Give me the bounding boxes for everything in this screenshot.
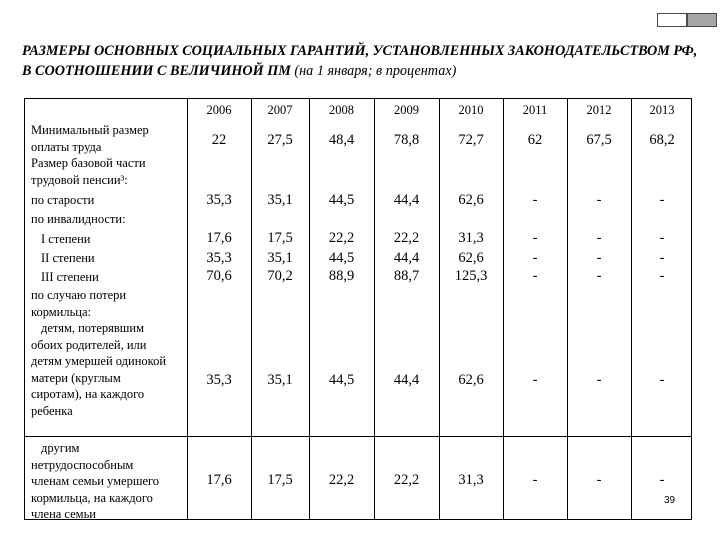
table-column-divider — [251, 98, 252, 519]
table-cell-degree-2: 35,3 — [206, 250, 232, 266]
table-cell-old-age: 44,5 — [328, 192, 355, 208]
table-cell-old-age: 35,3 — [206, 192, 232, 208]
table-cell-degree-3: - — [659, 268, 665, 284]
table-column-divider — [567, 98, 568, 519]
row-label-old-age: по старости — [31, 193, 95, 207]
table-column-divider — [503, 98, 504, 519]
table-cell-degree-2: 44,5 — [328, 250, 355, 266]
table-cell-degree-3: 125,3 — [454, 268, 488, 284]
table-row-divider — [25, 436, 691, 437]
table-column-divider — [439, 98, 440, 519]
row-label-degree-1: I степени — [41, 232, 91, 246]
table-cell-dependents: 17,5 — [267, 472, 293, 488]
table-cell-old-age: - — [659, 192, 665, 208]
year-header: 2011 — [522, 103, 548, 117]
table-cell-min-wage: 72,7 — [458, 132, 484, 148]
table-cell-min-wage: 67,5 — [586, 132, 612, 148]
row-label-min-wage: Минимальный размер оплаты труда — [31, 123, 149, 154]
year-header: 2009 — [394, 103, 419, 117]
table-cell-dependents: 17,6 — [206, 472, 232, 488]
title-main: РАЗМЕРЫ ОСНОВНЫХ СОЦИАЛЬНЫХ ГАРАНТИЙ, УСТАНОВЛЕННЫХ ЗАКОНОДАТЕЛЬСТВОМ РФ, В СООТНОШЕНИИ С ВЕЛИЧИНОЙ ПМ — [22, 43, 698, 79]
table-cell-dependents: 31,3 — [458, 472, 484, 488]
table-cell-degree-1: 31,3 — [458, 230, 484, 246]
row-label-degree-2: II степени — [41, 251, 95, 265]
table-cell-degree-1: 17,5 — [267, 230, 293, 246]
table-cell-old-age: 62,6 — [458, 192, 484, 208]
table-cell-orphans: 35,1 — [267, 372, 293, 388]
table-cell-min-wage: 27,5 — [267, 132, 293, 148]
table-cell-dependents: 22,2 — [393, 472, 420, 488]
table-column-divider — [374, 98, 375, 519]
table-cell-degree-2: - — [596, 250, 602, 266]
year-header: 2010 — [458, 103, 484, 117]
table-cell-dependents: 22,2 — [328, 472, 355, 488]
table-cell-degree-1: - — [659, 230, 665, 246]
table-cell-dependents: - — [596, 472, 602, 488]
table-cell-degree-2: - — [532, 250, 538, 266]
table-cell-degree-3: 88,9 — [328, 268, 355, 284]
table-cell-degree-1: - — [596, 230, 602, 246]
year-header: 2008 — [329, 103, 354, 117]
table-cell-degree-2: 44,4 — [393, 250, 420, 266]
table-cell-degree-2: - — [659, 250, 665, 266]
table-cell-dependents: - — [659, 472, 665, 488]
table-cell-orphans: 62,6 — [458, 372, 484, 388]
table-cell-min-wage: 48,4 — [328, 132, 355, 148]
row-label-orphans: детям, потерявшим обоих родителей, или детям умершей одинокой матери (круглым сиротам), на каждого ребенка — [31, 321, 167, 418]
table-cell-degree-3: 88,7 — [393, 268, 420, 284]
year-header: 2012 — [586, 103, 612, 117]
page-number: 39 — [664, 495, 676, 506]
table-cell-old-age: - — [596, 192, 602, 208]
table-cell-orphans: - — [659, 372, 665, 388]
table-top-border — [25, 98, 691, 99]
table-cell-orphans: 35,3 — [206, 372, 232, 388]
table-cell-old-age: 35,1 — [267, 192, 293, 208]
slide-title — [22, 41, 702, 81]
row-label-degree-3: III степени — [41, 270, 99, 284]
row-label-dependents: другим нетрудоспособным членам семьи умершего кормильца, на каждого члена семьи — [31, 441, 160, 521]
title-subtitle: (на 1 января; в процентах) — [290, 63, 457, 79]
table-cell-degree-2: 62,6 — [458, 250, 484, 266]
table-column-divider — [631, 98, 632, 519]
table-cell-orphans: - — [596, 372, 602, 388]
year-header: 2006 — [206, 103, 232, 117]
year-header: 2007 — [267, 103, 293, 117]
table-cell-dependents: - — [532, 472, 538, 488]
table-cell-degree-1: 22,2 — [328, 230, 355, 246]
row-label-disability-header: по инвалидности: — [31, 212, 126, 226]
table-cell-min-wage: 68,2 — [649, 132, 675, 148]
decorative-square-filled — [687, 13, 717, 27]
table-cell-degree-1: 22,2 — [393, 230, 420, 246]
table-cell-degree-3: 70,6 — [206, 268, 232, 284]
table-column-divider — [309, 98, 310, 519]
table-cell-degree-1: 17,6 — [206, 230, 232, 246]
table-cell-degree-3: - — [532, 268, 538, 284]
table-cell-orphans: - — [532, 372, 538, 388]
table-cell-old-age: 44,4 — [393, 192, 420, 208]
table-cell-min-wage: 78,8 — [393, 132, 420, 148]
year-header: 2013 — [649, 103, 675, 117]
table-cell-degree-3: - — [596, 268, 602, 284]
guarantees-table — [24, 98, 692, 520]
table-cell-old-age: - — [532, 192, 538, 208]
table-cell-orphans: 44,4 — [393, 372, 420, 388]
table-cell-degree-2: 35,1 — [267, 250, 293, 266]
table-column-divider — [187, 98, 188, 519]
table-cell-min-wage: 22 — [211, 132, 227, 148]
row-label-pension-header: Размер базовой части трудовой пенсии³: — [31, 156, 146, 187]
table-cell-orphans: 44,5 — [328, 372, 355, 388]
table-cell-degree-3: 70,2 — [267, 268, 293, 284]
table-cell-min-wage: 62 — [527, 132, 543, 148]
row-label-survivor-header: по случаю потери кормильца: — [31, 288, 127, 319]
table-cell-degree-1: - — [532, 230, 538, 246]
decorative-square-outline — [657, 13, 687, 27]
